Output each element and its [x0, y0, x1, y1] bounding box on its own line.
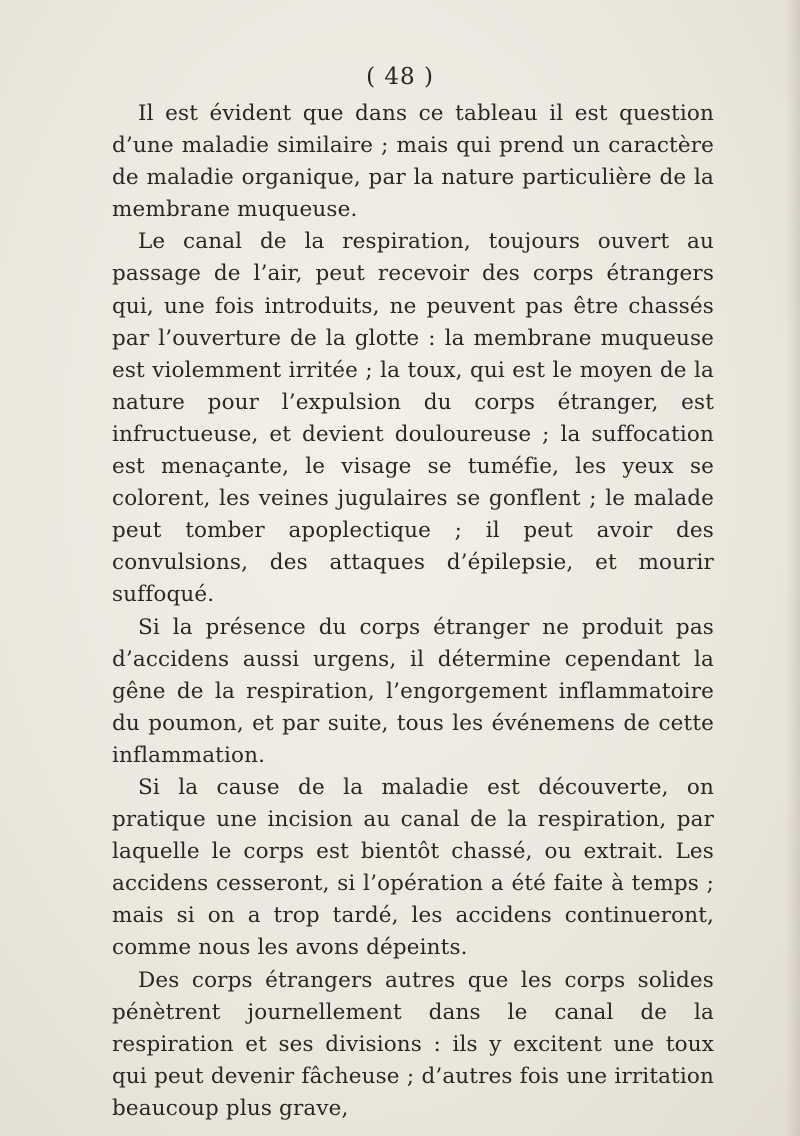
page-edge-shadow	[786, 0, 800, 1136]
paragraph-3: Si la présence du corps étranger ne produit pas d’accidens aussi urgens, il détermine cependant la gêne de la respiration, l’engorgement inflammatoire du poumon, et par suite, tous les événemens de cette inflammation.	[112, 614, 714, 768]
paragraph-2: Le canal de la respiration, toujours ouvert au passage de l’air, peut recevoir des corps étrangers qui, une fois introduits, ne peuvent pas être chassés par l’ouverture de la glotte : la membrane muqueuse est violemment irritée ; la toux, qui est le moyen de la nature pour l’expulsion du corps étranger, est infructueuse, et devient douloureuse ; la suffocation est menaçante, le visage se tuméfie, les yeux se colorent, les veines jugulaires se gonflent ; le malade peut tomber apoplectique ; il peut avoir des convulsions, des attaques d’épilepsie, et mourir suffoqué.	[112, 229, 714, 608]
body-text	[112, 98, 714, 1125]
paragraph-4: Si la cause de la maladie est découverte, on pratique une incision au canal de la respiration, par laquelle le corps est bientôt chassé, ou extrait. Les accidens cesseront, si l’opération a été faite à temps ; mais si on a trop tardé, les accidens continueront, comme nous les avons dépeints.	[112, 774, 714, 961]
paragraph-5: Des corps étrangers autres que les corps solides pénètrent journellement dans le canal de la respiration et ses divisions : ils y excitent une toux qui peut devenir fâcheuse ; d’autres fois une irritation beaucoup plus grave,	[112, 967, 714, 1121]
paragraph-1: Il est évident que dans ce tableau il est question d’une maladie similaire ; mais qui prend un caractère de maladie organique, par la nature particulière de la membrane muqueuse.	[112, 101, 714, 223]
page-number: ( 48 )	[366, 64, 434, 90]
